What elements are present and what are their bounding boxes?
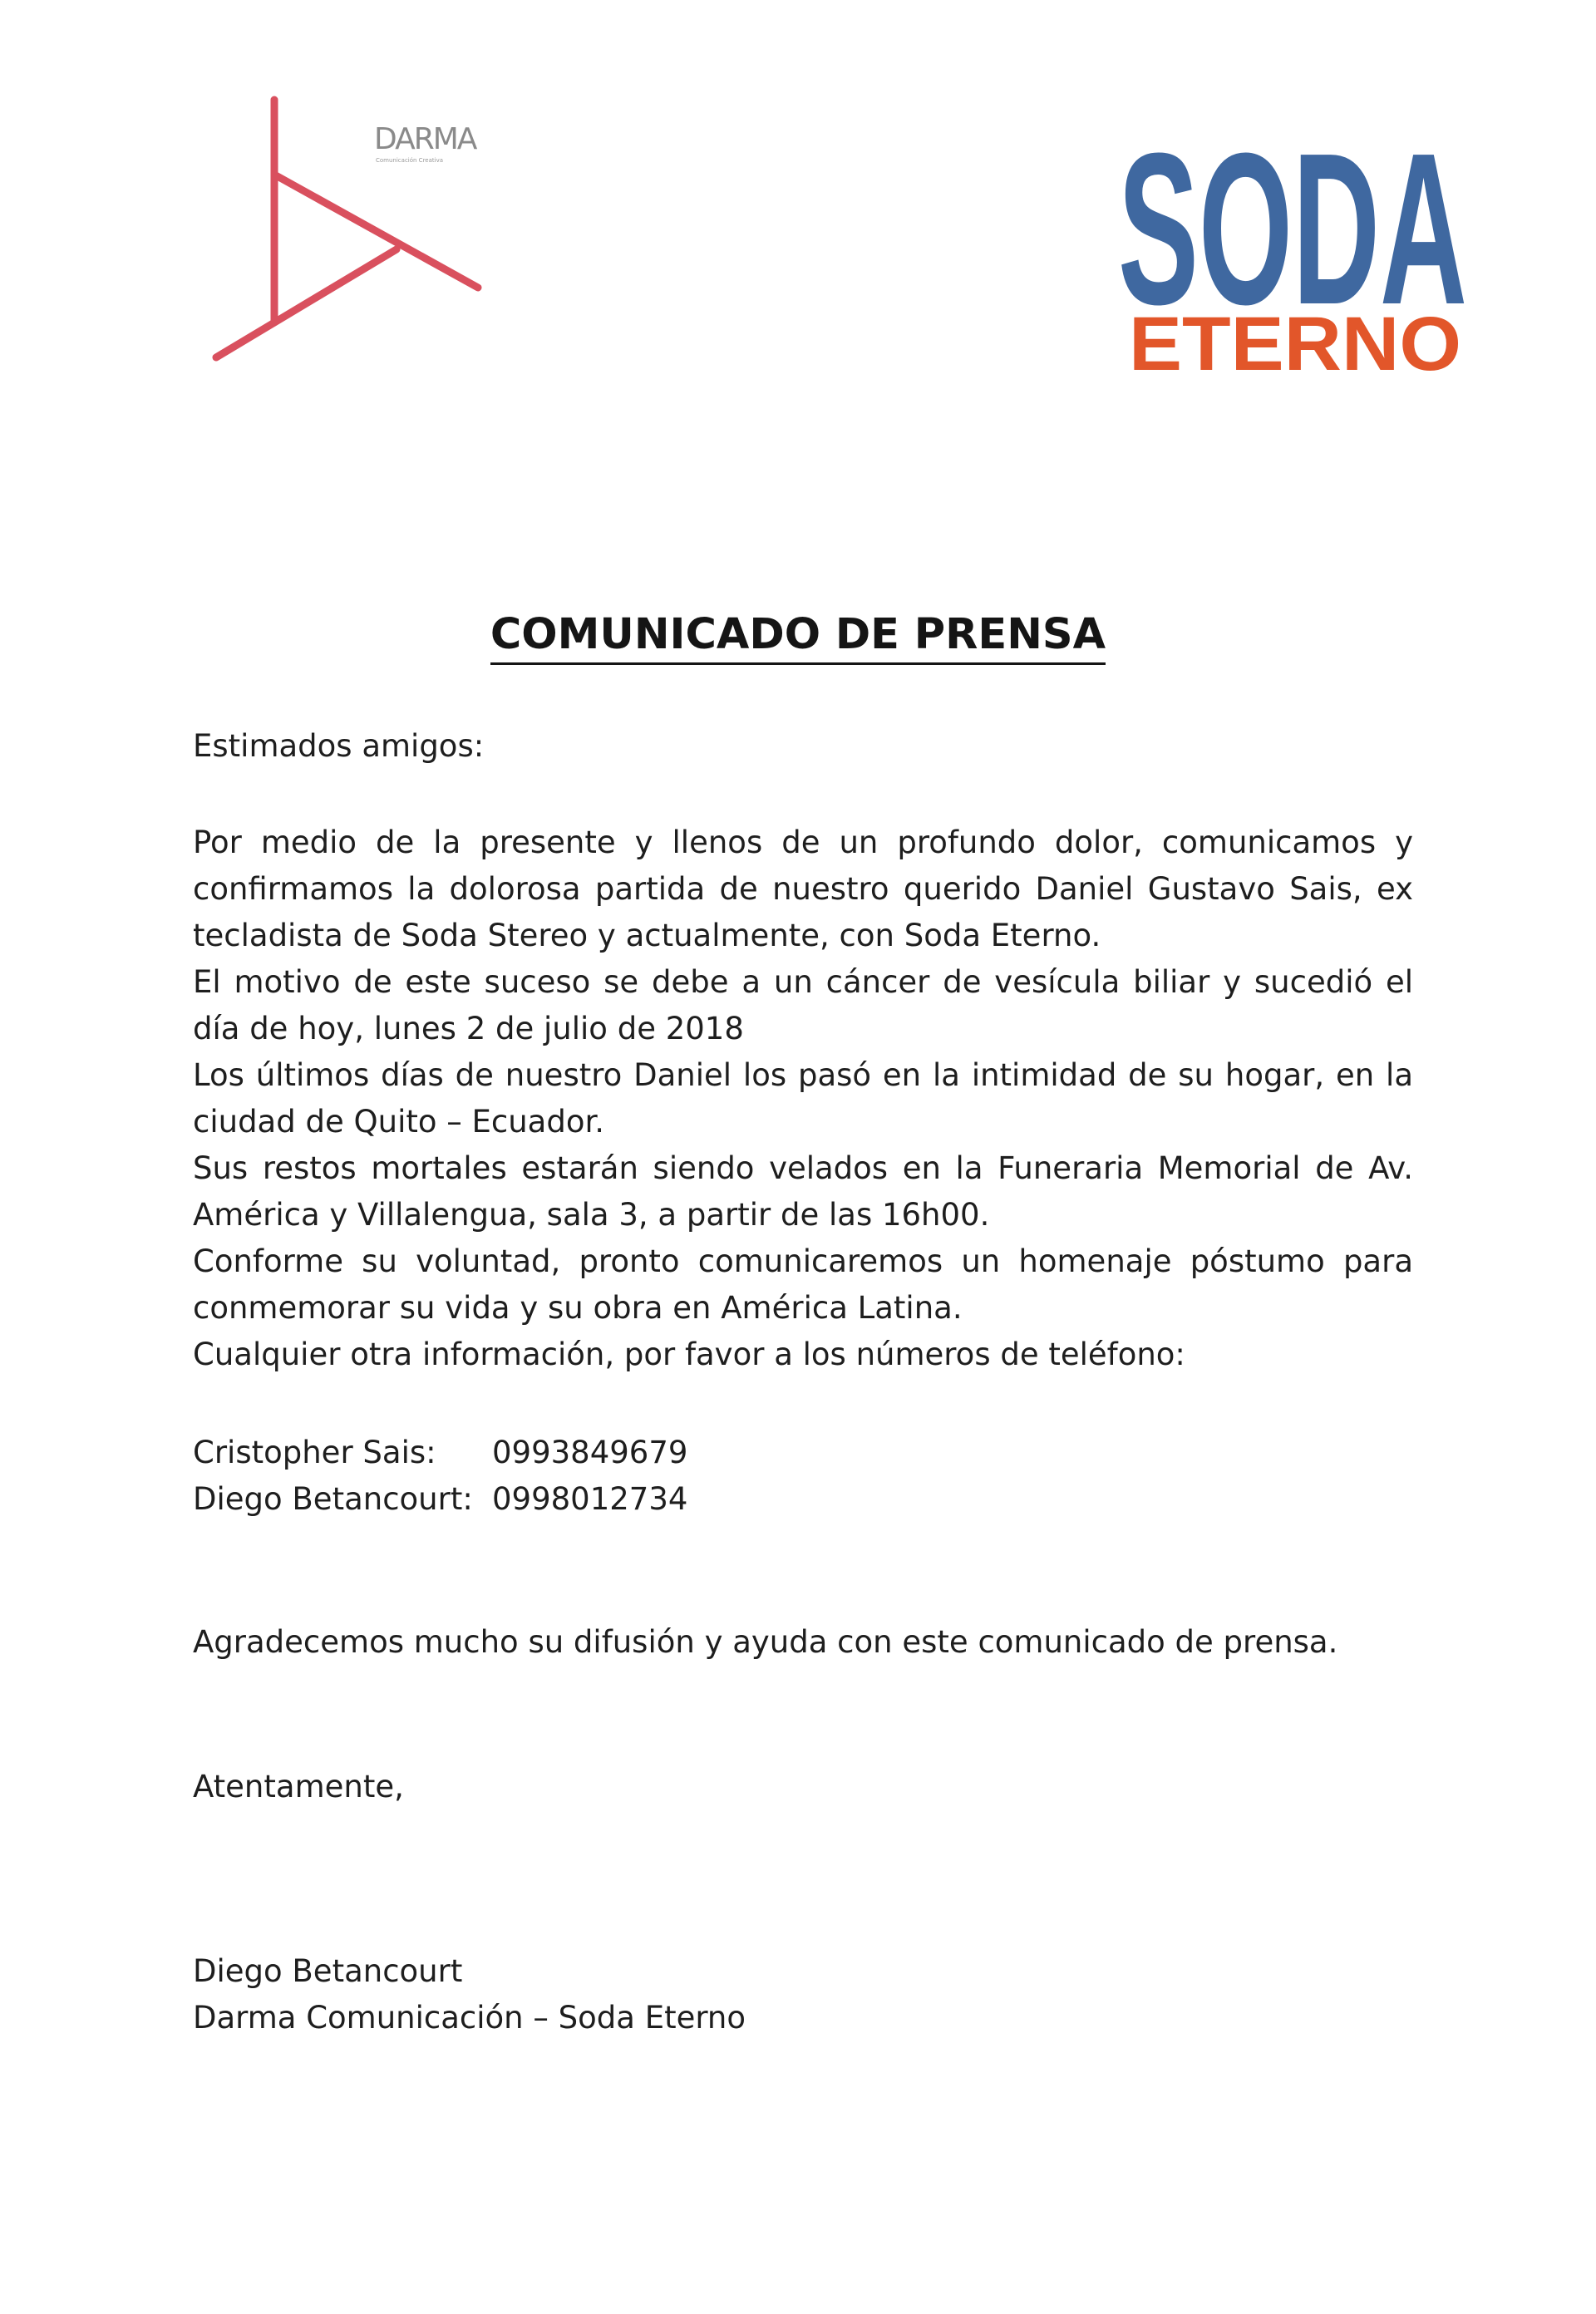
contact-name: Diego Betancourt: xyxy=(193,1481,473,1517)
contact-phone: 0998012734 xyxy=(492,1481,688,1517)
closing-block xyxy=(193,1764,1413,1810)
paragraph-4: Sus restos mortales estarán siendo velados en la Funeraria Memorial de Av. América y Villalengua, sala 3, a partir de las 16h00. xyxy=(193,1150,1413,1233)
darma-tagline: Comunicación Creativa xyxy=(376,157,444,164)
signature-org: Darma Comunicación – Soda Eterno xyxy=(193,2000,746,2036)
paragraph-6: Cualquier otra información, por favor a los números de teléfono: xyxy=(193,1337,1185,1372)
paragraph-2: El motivo de este suceso se debe a un cáncer de vesícula biliar y sucedió el día de hoy, lunes 2 de julio de 2018 xyxy=(193,964,1413,1046)
signature-name: Diego Betancourt xyxy=(193,1953,463,1989)
closing-text: Atentamente, xyxy=(193,1769,404,1804)
contact-row xyxy=(193,1476,1413,1523)
greeting: Estimados amigos: xyxy=(193,728,485,764)
contact-row xyxy=(193,1430,1413,1476)
paragraph-3: Los últimos días de nuestro Daniel los pasó en la intimidad de su hogar, en la ciudad de Quito – Ecuador. xyxy=(193,1057,1413,1140)
thanks-block xyxy=(193,1619,1413,1666)
thanks-text: Agradecemos mucho su difusión y ayuda con este comunicado de prensa. xyxy=(193,1624,1338,1660)
document-title-text: COMUNICADO DE PRENSA xyxy=(490,610,1106,665)
soda-eterno-logo-mark xyxy=(1114,33,1471,382)
darma-wordmark: DARMA xyxy=(374,122,476,156)
contact-name: Cristopher Sais: xyxy=(193,1435,436,1470)
paragraph-1: Por medio de la presente y llenos de un profundo dolor, comunicamos y confirmamos la dolorosa partida de nuestro querido Daniel Gustavo Sais, ex tecladista de Soda Stereo y actualmente, con Soda Eterno. xyxy=(193,825,1413,953)
body-paragraphs xyxy=(193,820,1413,1378)
soda-wordmark: SODA xyxy=(1118,109,1467,350)
signature-block xyxy=(193,1948,1413,2041)
greeting-block xyxy=(193,723,1413,770)
document-title xyxy=(0,610,1596,659)
contact-phone: 0993849679 xyxy=(492,1435,688,1470)
contacts-list xyxy=(193,1430,1413,1523)
paragraph-5: Conforme su voluntad, pronto comunicaremos un homenaje póstumo para conmemorar su vida y su obra en América Latina. xyxy=(193,1243,1413,1326)
eterno-wordmark: ETERNO xyxy=(1129,302,1461,382)
soda-eterno-logo xyxy=(1114,33,1471,382)
